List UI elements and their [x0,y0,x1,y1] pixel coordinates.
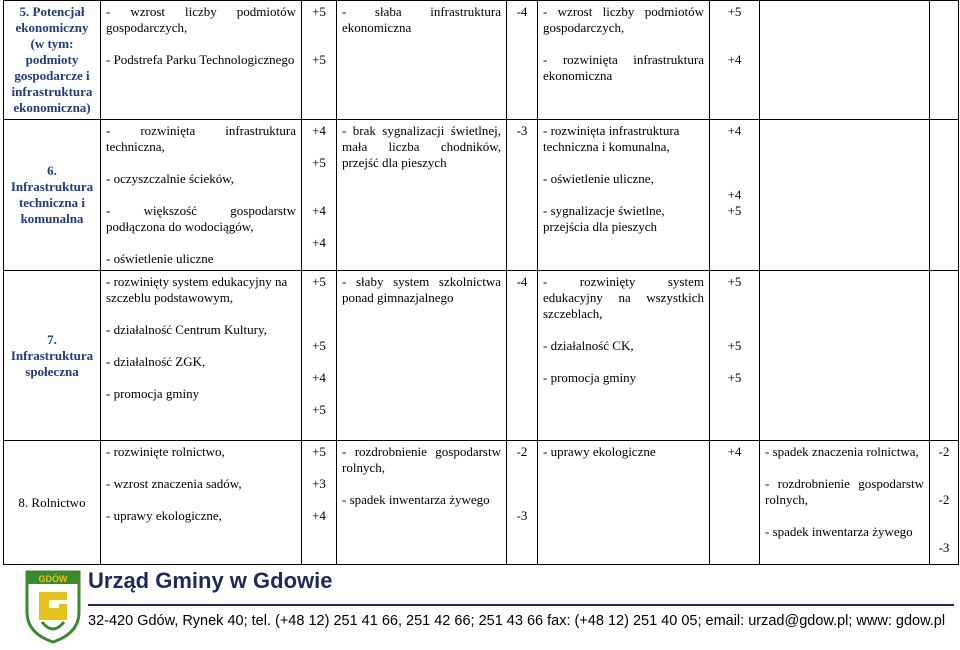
table-row [4,120,959,271]
category-cell: 5. Potencjał ekonomiczny (w tym: podmioty gospodarcze i infrastruktura ekonomiczna) [4,1,101,120]
weaknesses-cell: - rozdrobnienie gospodarstw rolnych, - spadek inwentarza żywego [337,441,507,565]
strengths-scores: +5 +5 +4 +5 [302,271,337,441]
office-name: Urząd Gminy w Gdowie [88,568,333,593]
opportunities-cell: - rozwinięty system edukacyjny na wszystkich szczeblach, - działalność CK, - promocja gminy [538,271,710,441]
opportunities-cell: - wzrost liczby podmiotów gospodarczych, - rozwinięta infrastruktura ekonomiczna [538,1,710,120]
strengths-cell: - rozwinięte rolnictwo, - wzrost znaczenia sadów, - uprawy ekologiczne, [101,441,302,565]
threats-scores [930,1,959,120]
table-row [4,1,959,120]
strengths-scores: +5 +3 +4 [302,441,337,565]
opportunities-cell: - uprawy ekologiczne [538,441,710,565]
table-row [4,271,959,441]
weaknesses-cell: - słaby system szkolnictwa ponad gimnazjalnego [337,271,507,441]
opportunities-scores: +4 +4 +5 [710,120,760,271]
letterhead-footer [0,560,960,650]
opportunities-scores: +5 +4 [710,1,760,120]
contact-line: 32-420 Gdów, Rynek 40; tel. (+48 12) 251 41 66, 251 42 66; 251 43 66 fax: (+48 12) 251 40 05; email: urzad@gdow.pl; www: gdow.pl [88,613,946,629]
gdow-coat-of-arms-icon [25,570,81,644]
opportunities-scores: +5 +5 +5 [710,271,760,441]
category-cell: 8. Rolnictwo [4,441,101,565]
weaknesses-scores: -4 [507,1,538,120]
strengths-cell: - rozwinięta infrastruktura techniczna, - oczyszczalnie ścieków, - większość gospodarstw podłączona do wodociągów, - oświetlenie uliczne [101,120,302,271]
threats-cell: - spadek znaczenia rolnictwa, - rozdrobnienie gospodarstw rolnych, - spadek inwentarza żywego [760,441,930,565]
footer-divider [88,604,954,606]
swot-table [3,0,959,565]
weaknesses-scores: -4 [507,271,538,441]
strengths-scores: +4 +5 +4 +4 [302,120,337,271]
opportunities-cell: - rozwinięta infrastruktura techniczna i komunalna, - oświetlenie uliczne, - sygnalizacje świetlne, przejścia dla pieszych [538,120,710,271]
logo-text: GDÓW [38,574,68,584]
strengths-cell: - wzrost liczby podmiotów gospodarczych, - Podstrefa Parku Technologicznego [101,1,302,120]
strengths-cell: - rozwinięty system edukacyjny na szczeblu podstawowym, - działalność Centrum Kultury, - działalność ZGK, - promocja gminy [101,271,302,441]
threats-scores: -2 -2 -3 [930,441,959,565]
weaknesses-cell: - słaba infrastruktura ekonomiczna [337,1,507,120]
category-cell: 6. Infrastruktura techniczna i komunalna [4,120,101,271]
strengths-scores: +5 +5 [302,1,337,120]
weaknesses-scores: -3 [507,120,538,271]
weaknesses-cell: - brak sygnalizacji świetlnej, mała liczba chodników, przejść dla pieszych [337,120,507,271]
weaknesses-scores: -2 -3 [507,441,538,565]
threats-scores [930,271,959,441]
threats-cell [760,1,930,120]
category-cell: 7. Infrastruktura społeczna [4,271,101,441]
threats-cell [760,271,930,441]
table-row [4,441,959,565]
threats-scores [930,120,959,271]
opportunities-scores: +4 [710,441,760,565]
threats-cell [760,120,930,271]
